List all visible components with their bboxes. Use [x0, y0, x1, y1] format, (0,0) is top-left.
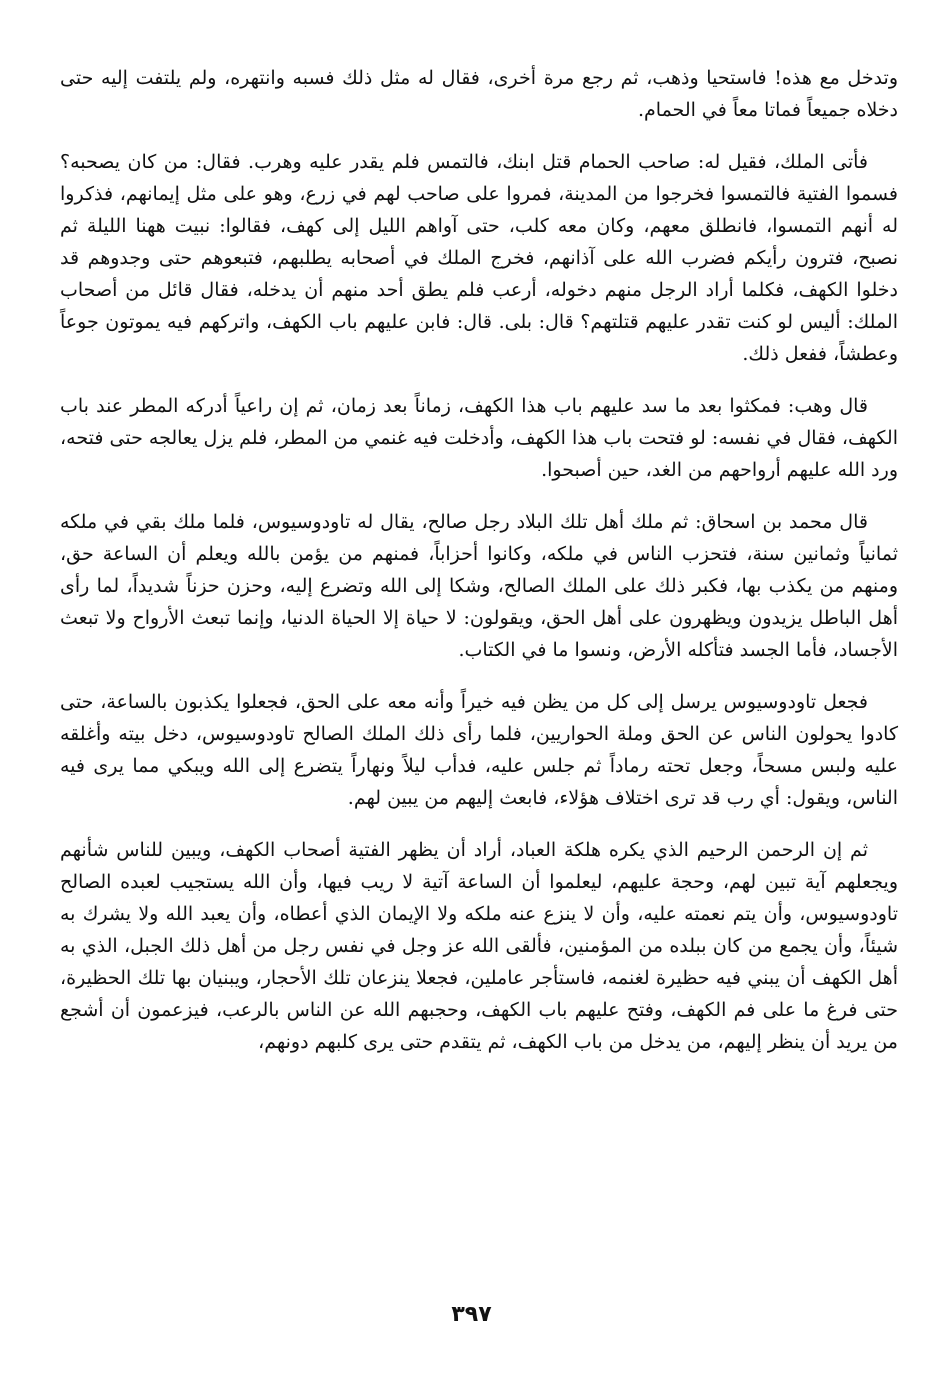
paragraph-6: ثم إن الرحمن الرحيم الذي يكره هلكة العباد، أراد أن يظهر الفتية أصحاب الكهف، ويبين للناس شأنهم ويجعلهم آية تبين لهم، وحجة عليهم، ليعلموا أن الساعة آتية لا ريب فيها، وأن الله يستجيب لعبده الصالح تاودوسيوس، وأن يتم نعمته عليه، وأن لا ينزع عنه ملكه ولا الإيمان الذي أعطاه، وأن يعبد الله ولا يشرك به شيئاً، وأن يجمع من كان ببلده من المؤمنين، فألقى الله عز وجل في نفس رجل من أهل ذلك الجبل، الذي به أهل الكهف أن يبني فيه حظيرة لغنمه، فاستأجر عاملين، فجعلا ينزعان تلك الأحجار، ويبنيان بها تلك الحظيرة، حتى فرغ ما على فم الكهف، وفتح عليهم باب الكهف، وحجبهم الله عن الناس بالرعب، فيزعمون أن أشجع من يريد أن ينظر إليهم، من يدخل من باب الكهف، ثم يتقدم حتى يرى كلبهم دونهم،	[60, 839, 898, 1053]
paragraph-3: قال وهب: فمكثوا بعد ما سد عليهم باب هذا الكهف، زماناً بعد زمان، ثم إن راعياً أدركه المطر عند باب الكهف، فقال في نفسه: لو فتحت باب هذا الكهف، وأدخلت فيه غنمي من المطر، فلم يزل يعالجه حتى فتحه، ورد الله عليهم أرواحهم من الغد، حين أصبحوا.	[60, 395, 898, 481]
paragraph-2: فأتى الملك، فقيل له: صاحب الحمام قتل ابنك، فالتمس فلم يقدر عليه وهرب. فقال: من كان يصحبه؟ فسموا الفتية فالتمسوا فخرجوا من المدينة، فمروا على صاحب لهم في زرع، وهو على مثل إيمانهم، فذكروا له أنهم التمسوا، فانطلق معهم، وكان معه كلب، حتى آواهم الليل إلى كهف، فقالوا: نبيت ههنا الليلة ثم نصبح، فترون رأيكم فضرب الله على آذانهم، فخرج الملك في أصحابه يطلبهم، فتبعوهم حتى وجدوهم قد دخلوا الكهف، فكلما أراد الرجل منهم دخوله، أرعب فلم يطق أحد منهم أن يدخله، فقال قائل من أصحاب الملك: أليس لو كنت تقدر عليهم قتلتهم؟ قال: بلى. قال: فابن عليهم باب الكهف، واتركهم فيه يموتون جوعاً وعطشاً، ففعل ذلك.	[60, 151, 898, 365]
paragraph-1: وتدخل مع هذه! فاستحيا وذهب، ثم رجع مرة أخرى، فقال له مثل ذلك فسبه وانتهره، ولم يلتفت إليه حتى دخلاه جميعاً فماتا معاً في الحمام.	[60, 67, 898, 121]
paragraph-5: فجعل تاودوسيوس يرسل إلى كل من يظن فيه خيراً وأنه معه على الحق، فجعلوا يكذبون بالساعة، حتى كادوا يحولون الناس عن الحق وملة الحواريين، فلما رأى ذلك الملك الصالح تاودوسيوس، دخل بيته وأغلقه عليه ولبس مسحاً، وجعل تحته رماداً ثم جلس عليه، فدأب ليلاً ونهاراً يتضرع إلى الله ويبكي مما يرى فيه الناس، ويقول: أي رب قد ترى اختلاف هؤلاء، فابعث إليهم من يبين لهم.	[60, 691, 898, 809]
page-number: ٣٩٧	[451, 1302, 492, 1327]
paragraph-4: قال محمد بن اسحاق: ثم ملك أهل تلك البلاد رجل صالح، يقال له تاودوسيوس، فلما ملك بقي في ملكه ثمانياً وثمانين سنة، فتحزب الناس في ملكه، وكانوا أحزاباً، فمنهم من يؤمن بالله ويعلم أن الساعة حق، ومنهم من يكذب بها، فكبر ذلك على الملك الصالح، وشكا إلى الله وتضرع إليه، وحزن حزناً شديداً، لما رأى أهل الباطل يزيدون ويظهرون على أهل الحق، ويقولون: لا حياة إلا الحياة الدنيا، وإنما تبعث الأرواح ولا تبعث الأجساد، فأما الجسد فتأكله الأرض، ونسوا ما في الكتاب.	[60, 511, 898, 661]
document-page	[60, 62, 898, 1392]
